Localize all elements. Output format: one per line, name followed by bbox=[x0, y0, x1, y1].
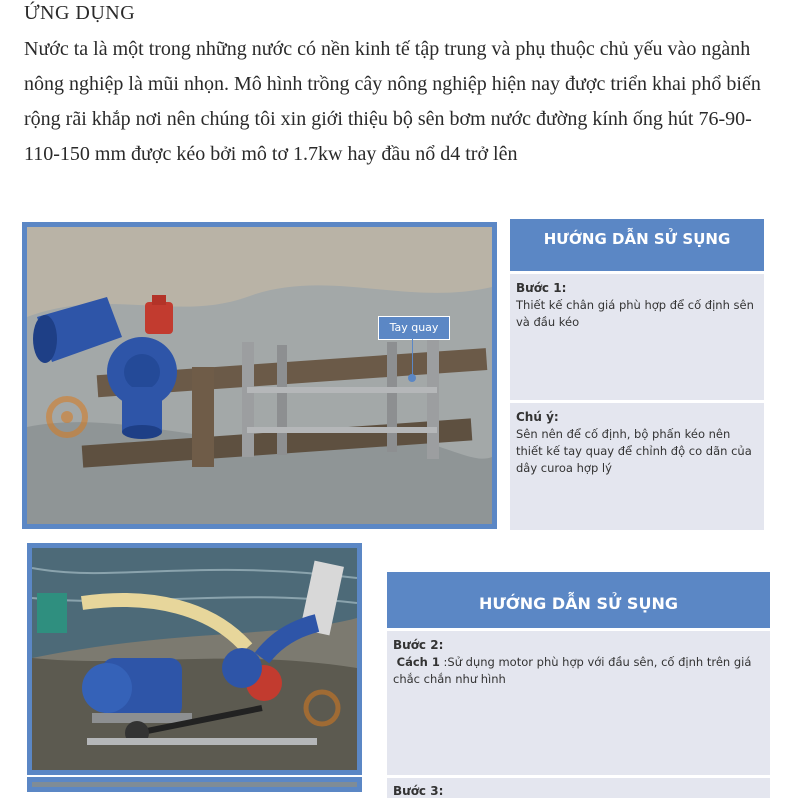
callout-dot bbox=[408, 374, 416, 382]
pump-frame-photo bbox=[22, 222, 497, 529]
note-text: Sên nên để cố định, bộ phấn kéo nên thiết kế tay quay để chỉnh độ co dãn của dây curoa hợp lý bbox=[516, 427, 752, 475]
usage-guide-panel-2 bbox=[387, 572, 770, 798]
panel-1-step-1 bbox=[510, 274, 764, 400]
crank-callout: Tay quay bbox=[378, 316, 450, 340]
step-1-title: Bước 1: bbox=[516, 281, 567, 295]
motor-pump-photo bbox=[27, 543, 362, 775]
note-title: Chú ý: bbox=[516, 410, 559, 424]
section-heading: ỨNG DỤNG bbox=[24, 2, 136, 24]
panel-1-note bbox=[510, 403, 764, 530]
step-2-title: Bước 2: bbox=[393, 638, 444, 652]
step-3-title: Bước 3: bbox=[393, 784, 444, 798]
intro-paragraph: Nước ta là một trong những nước có nền kinh tế tập trung và phụ thuộc chủ yếu vào ngành nông nghiệp là mũi nhọn. Mô hình trồng cây nông nghiệp hiện nay được triển khai phổ biến rộng rãi khắp nơi nên chúng tôi xin giới thiệu bộ sên bơm nước đường kính ống hút 76-90-110-150 mm được kéo bởi mô tơ 1.7kw hay đầu nổ d4 trở lên bbox=[24, 38, 761, 165]
step-1-text: Thiết kế chân giá phù hợp để cố định sên và đầu kéo bbox=[516, 298, 754, 329]
panel-2-step-3 bbox=[387, 778, 770, 798]
method-label: Cách 1 bbox=[396, 655, 440, 669]
step-3-photo bbox=[27, 777, 362, 792]
panel-1-header: HƯỚNG DẪN SỬ SỤNG bbox=[510, 219, 764, 271]
step-2-text bbox=[393, 654, 764, 688]
callout-line bbox=[412, 338, 413, 376]
method-text: :Sử dụng motor phù hợp với đầu sên, cố định trên giá chắc chắn như hình bbox=[393, 655, 752, 686]
panel-2-step-2 bbox=[387, 631, 770, 775]
usage-guide-panel-1 bbox=[510, 219, 764, 530]
panel-2-header: HƯỚNG DẪN SỬ SỤNG bbox=[387, 572, 770, 628]
